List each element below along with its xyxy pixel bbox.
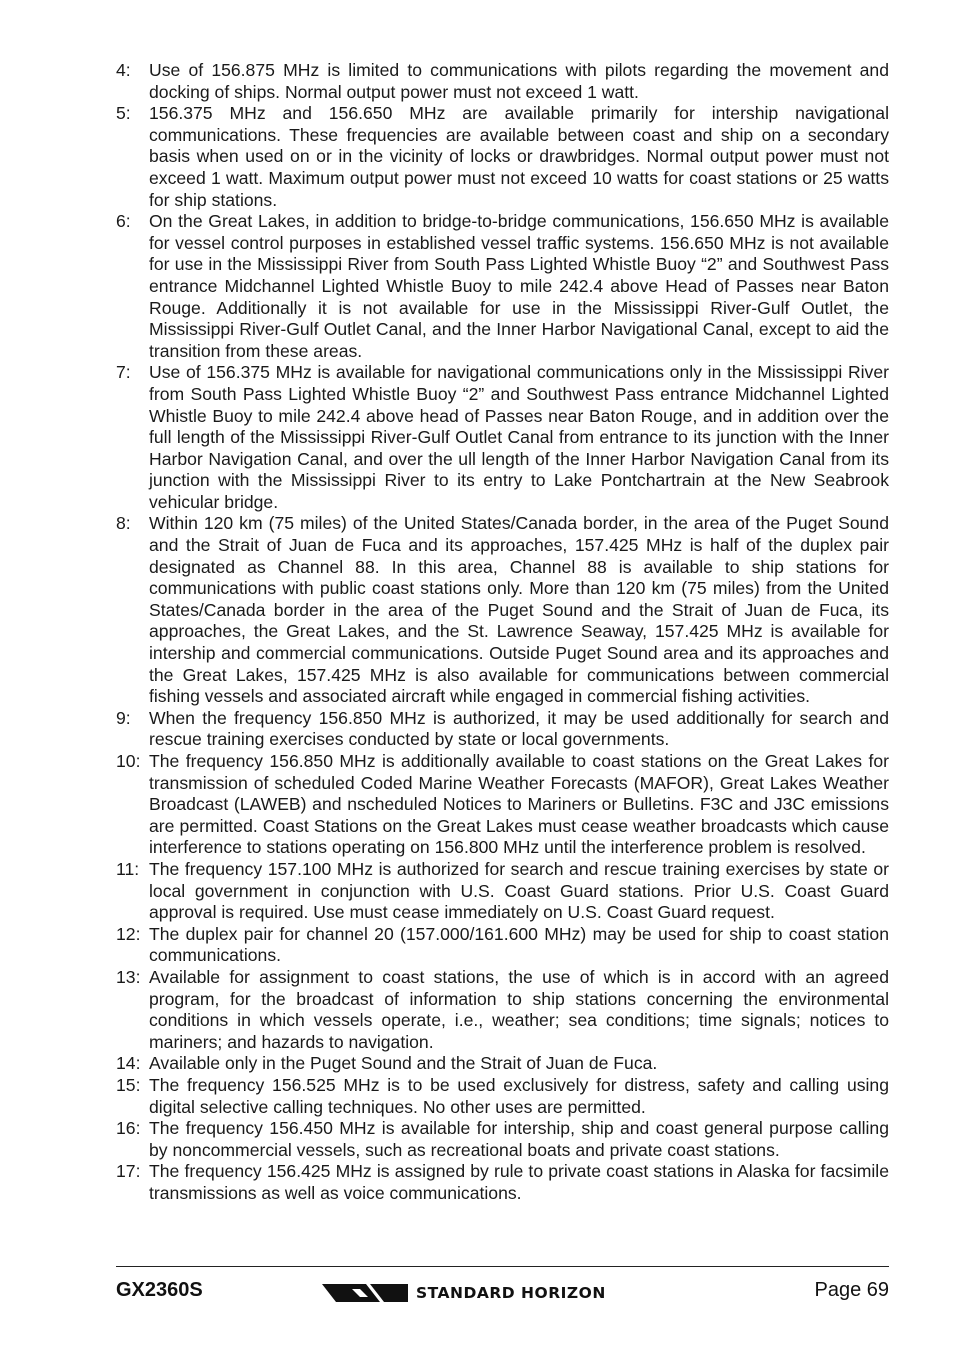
note-item	[116, 1053, 889, 1075]
note-item	[116, 1161, 889, 1204]
note-number: 11:	[116, 858, 140, 879]
note-number: 12:	[116, 923, 141, 944]
note-number: 14:	[116, 1053, 141, 1074]
note-number: 4:	[116, 60, 131, 80]
note-item	[116, 362, 889, 513]
note-number: 7:	[116, 362, 131, 383]
note-number: 16:	[116, 1118, 141, 1139]
note-number: 15:	[116, 1074, 141, 1095]
note-text: 156.375 MHz and 156.650 MHz are available primarily for intership navigational communications. These frequencies are available between coast and ship on a secondary basis when used on or in the vicinity of locks or drawbridges. Normal output power must not exceed 1 watt. Maximum output power must not exceed 10 watts for coast stations or 25 watts for ship stations.	[149, 103, 889, 210]
note-item	[116, 1118, 889, 1161]
note-number: 9:	[116, 707, 131, 728]
note-number: 10:	[116, 751, 141, 771]
page-footer	[116, 1278, 889, 1308]
note-text: Available only in the Puget Sound and the Strait of Juan de Fuca.	[149, 1053, 658, 1074]
note-text: Within 120 km (75 miles) of the United States/Canada border, in the area of the Puget Sound and the Strait of Juan de Fuca and its approaches, 157.425 MHz is half of the duplex pair designated as Channel 88. In this area, Channel 88 is available to ship stations for communications with public coast stations only. More than 120 km (75 miles) from the United States/Canada border in the area of the Puget Sound and the Strait of Juan de Fuca, its approaches, the Great Lakes, and the St. Lawrence Seaway, 157.425 MHz is available for intership and commercial communications. Outside Puget Sound area and its approaches and the Great Lakes, 157.425 MHz is also available for communications between commercial fishing vessels and associated aircraft while engaged in commercial fishing activities.	[149, 513, 889, 707]
notes-list	[116, 60, 889, 1204]
note-text: The frequency 156.525 MHz is to be used exclusively for distress, safety and calling using digital selective calling techniques. No other uses are permitted.	[149, 1074, 889, 1117]
note-item	[116, 967, 889, 1053]
note-text: When the frequency 156.850 MHz is authorized, it may be used additionally for search and rescue training exercises conducted by state or local governments.	[149, 707, 889, 750]
note-text: Use of 156.375 MHz is available for navigational communications only in the Mississippi River from South Pass Lighted Whistle Buoy “2” and Southwest Pass entrance Midchannel Lighted Whistle Buoy to mile 242.4 above head of Passes near Baton Rouge, and in addition over the full length of the Mississippi River-Gulf Outlet Canal from entrance to its junction with the Inner Harbor Navigation Canal, and over the ull length of the Inner Harbor Navigation Canal from its junction with the Mississippi River to its entry to Lake Pontchartrain at the New Seabrook vehicular bridge.	[149, 362, 889, 512]
note-text: On the Great Lakes, in addition to bridge-to-bridge communications, 156.650 MHz is available for vessel control purposes in established vessel traffic systems. 156.650 MHz is not available for use in the Mississippi River from South Pass Lighted Whistle Buoy “2” and Southwest Pass entrance Midchannel Lighted Whistle Buoy to mile 242.4 above Head of Passes near Baton Rouge. Additionally it is not available for use in the Mississippi River-Gulf Outlet, the Mississippi River-Gulf Outlet Canal, and the Inner Harbor Navigational Canal, except to aid the transition from these areas.	[149, 211, 889, 361]
note-text: The frequency 156.850 MHz is additionally available to coast stations on the Great Lakes for transmission of scheduled Coded Marine Weather Forecasts (MAFOR), Great Lakes Weather Broadcast (LAWEB) and nscheduled Notices to Mariners or Bulletins. F3C and J3C emissions are permitted. Coast Stations on the Great Lakes must cease weather broadcasts which cause interference to stations operating on 156.800 MHz until the interference problem is resolved.	[149, 751, 889, 858]
note-text: The frequency 157.100 MHz is authorized for search and rescue training exercises by state or local government in conjunction with U.S. Coast Guard stations. Prior U.S. Coast Guard approval is required. Use must cease immediately on U.S. Coast Guard request.	[149, 858, 889, 923]
note-item	[116, 751, 889, 859]
note-number: 6:	[116, 211, 131, 232]
note-text: The frequency 156.450 MHz is available for intership, ship and coast general purpose calling by noncommercial vessels, such as recreational boats and private coast stations.	[149, 1118, 889, 1160]
page-number: Page 69	[814, 1279, 889, 1301]
note-item	[116, 211, 889, 362]
note-text: The duplex pair for channel 20 (157.000/161.600 MHz) may be used for ship to coast station communications.	[149, 923, 889, 966]
note-item	[116, 513, 889, 707]
brand-name: STANDARD HORIZON	[416, 1284, 606, 1302]
note-number: 13:	[116, 966, 141, 987]
note-number: 17:	[116, 1161, 141, 1182]
footer-divider	[116, 1266, 889, 1267]
note-text: Use of 156.875 MHz is limited to communications with pilots regarding the movement and docking of ships. Normal output power must not exceed 1 watt.	[149, 60, 889, 102]
note-item	[116, 103, 889, 211]
note-item	[116, 708, 889, 751]
brand-wings-icon	[322, 1280, 410, 1306]
note-number: 8:	[116, 513, 131, 534]
brand-logo	[322, 1280, 606, 1306]
model-name: GX2360S	[116, 1279, 203, 1301]
note-number: 5:	[116, 103, 131, 124]
note-text: Available for assignment to coast stations, the use of which is in accord with an agreed program, for the broadcast of information to ship stations concerning the environmental conditions in which vessels operate, i.e., weather; sea conditions; time signals; notices to mariners; and hazards to navigation.	[149, 966, 889, 1052]
note-item	[116, 859, 889, 924]
note-item	[116, 924, 889, 967]
note-item	[116, 1075, 889, 1118]
note-text: The frequency 156.425 MHz is assigned by rule to private coast stations in Alaska for facsimile transmissions as well as voice communications.	[149, 1161, 889, 1203]
note-item	[116, 60, 889, 103]
